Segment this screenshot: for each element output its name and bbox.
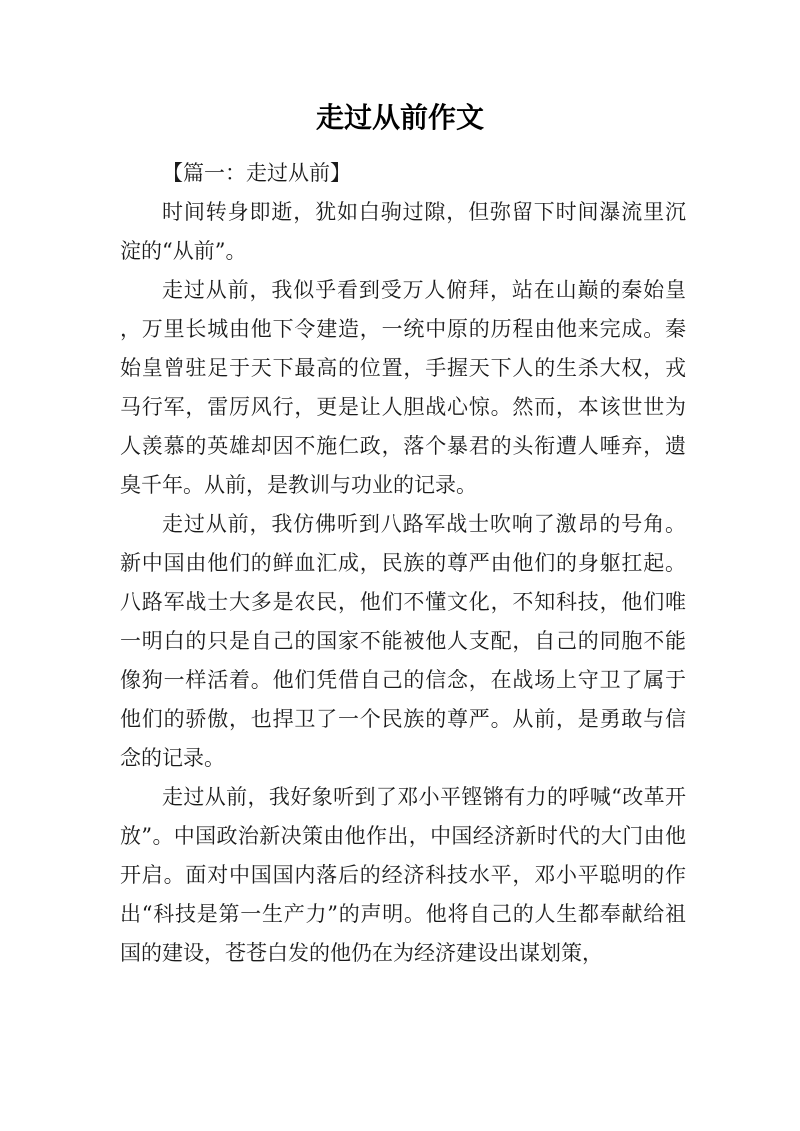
section-heading: 【篇一：走过从前】 — [162, 161, 351, 185]
document-body — [120, 154, 686, 973]
paragraph-1: 时间转身即逝，犹如白驹过隙，但弥留下时间瀑流里沉淀的“从前”。 — [120, 200, 686, 263]
paragraph-3: 走过从前，我仿佛听到八路军战士吹响了激昂的号角。新中国由他们的鲜血汇成，民族的尊严由他们的身躯扛起。八路军战士大多是农民，他们不懂文化，不知科技，他们唯一明白的只是自己的国家不能被他人支配，自己的同胞不能像狗一样活着。他们凭借自己的信念，在战场上守卫了属于他们的骄傲，也捍卫了一个民族的尊严。从前，是勇敢与信念的记录。 — [120, 512, 686, 770]
document-title: 走过从前作文 — [315, 101, 484, 134]
paragraph-4: 走过从前，我好象听到了邓小平铿锵有力的呼喊“改革开放”。中国政治新决策由他作出，中国经济新时代的大门由他开启。面对中国国内落后的经济科技水平，邓小平聪明的作出“科技是第一生产力”的声明。他将自己的人生都奉献给祖国的建设，苍苍白发的他仍在为经济建设出谋划策， — [120, 785, 686, 965]
paragraph-2: 走过从前，我似乎看到受万人俯拜，站在山巅的秦始皇，万里长城由他下令建造，一统中原的历程由他来完成。秦始皇曾驻足于天下最高的位置，手握天下人的生杀大权，戎马行军，雷厉风行，更是让人胆战心惊。然而，本该世世为人羡慕的英雄却因不施仁政，落个暴君的头衔遭人唾弃，遗臭千年。从前，是教训与功业的记录。 — [120, 278, 686, 497]
